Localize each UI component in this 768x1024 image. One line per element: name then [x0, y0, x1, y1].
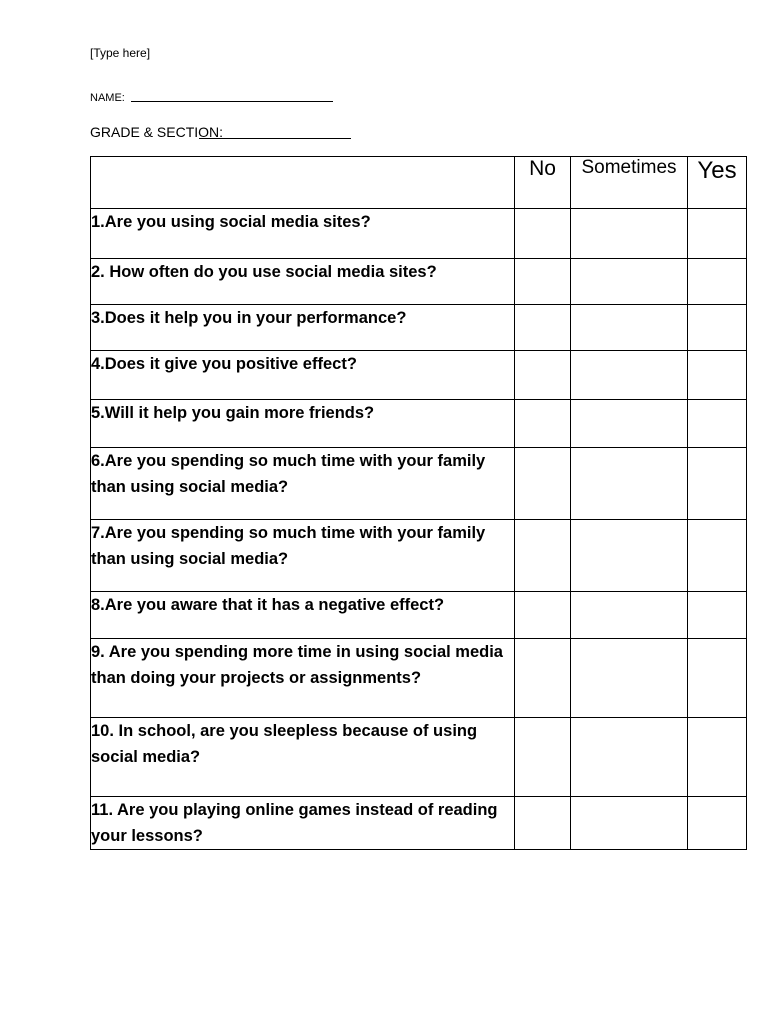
table-row	[91, 448, 747, 520]
no-column-header: No	[515, 157, 571, 209]
grade-section-field	[90, 124, 351, 140]
table-row	[91, 351, 747, 400]
answer-cell-sometimes	[571, 259, 688, 305]
answer-cell-yes	[688, 209, 747, 259]
answer-cell-yes	[688, 259, 747, 305]
answer-cell-sometimes	[571, 592, 688, 639]
question-header-cell	[91, 157, 515, 209]
answer-cell-no	[515, 797, 571, 850]
table-row	[91, 305, 747, 351]
answer-cell-yes	[688, 797, 747, 850]
question-text: 5.Will it help you gain more friends?	[91, 400, 515, 448]
header-placeholder: [Type here]	[90, 46, 151, 60]
grade-section-blank-line	[199, 138, 351, 139]
answer-cell-sometimes	[571, 305, 688, 351]
answer-cell-yes	[688, 592, 747, 639]
yes-column-header: Yes	[688, 157, 747, 209]
answer-cell-sometimes	[571, 520, 688, 592]
sometimes-column-header: Sometimes	[571, 157, 688, 209]
answer-cell-no	[515, 305, 571, 351]
table-row	[91, 259, 747, 305]
answer-cell-no	[515, 592, 571, 639]
answer-cell-yes	[688, 520, 747, 592]
table-row	[91, 400, 747, 448]
name-label: NAME:	[90, 92, 125, 104]
answer-cell-yes	[688, 305, 747, 351]
answer-cell-yes	[688, 448, 747, 520]
table-row	[91, 520, 747, 592]
answer-cell-sometimes	[571, 718, 688, 797]
question-text: 8.Are you aware that it has a negative effect?	[91, 592, 515, 639]
table-row	[91, 639, 747, 718]
question-text: 10. In school, are you sleepless because of using social media?	[91, 718, 515, 797]
answer-cell-yes	[688, 351, 747, 400]
table-row	[91, 718, 747, 797]
name-field	[90, 92, 333, 104]
question-text: 11. Are you playing online games instead of reading your lessons?	[91, 797, 515, 850]
grade-section-label: GRADE & SECTION:	[90, 124, 224, 140]
answer-cell-no	[515, 351, 571, 400]
answer-cell-yes	[688, 718, 747, 797]
answer-cell-sometimes	[571, 351, 688, 400]
question-text: 4.Does it give you positive effect?	[91, 351, 515, 400]
answer-cell-no	[515, 718, 571, 797]
table-row	[91, 797, 747, 850]
question-text: 9. Are you spending more time in using social media than doing your projects or assignments?	[91, 639, 515, 718]
answer-cell-no	[515, 448, 571, 520]
answer-cell-no	[515, 209, 571, 259]
name-blank-line	[131, 101, 333, 102]
survey-table	[90, 156, 747, 850]
answer-cell-no	[515, 259, 571, 305]
question-text: 6.Are you spending so much time with your family than using social media?	[91, 448, 515, 520]
answer-cell-sometimes	[571, 639, 688, 718]
answer-cell-no	[515, 400, 571, 448]
answer-cell-no	[515, 520, 571, 592]
question-text: 1.Are you using social media sites?	[91, 209, 515, 259]
answer-cell-sometimes	[571, 209, 688, 259]
question-text: 2. How often do you use social media sites?	[91, 259, 515, 305]
table-header-row	[91, 157, 747, 209]
question-text: 7.Are you spending so much time with your family than using social media?	[91, 520, 515, 592]
answer-cell-sometimes	[571, 400, 688, 448]
table-row	[91, 592, 747, 639]
answer-cell-yes	[688, 400, 747, 448]
question-text: 3.Does it help you in your performance?	[91, 305, 515, 351]
answer-cell-sometimes	[571, 448, 688, 520]
answer-cell-yes	[688, 639, 747, 718]
answer-cell-sometimes	[571, 797, 688, 850]
table-row	[91, 209, 747, 259]
answer-cell-no	[515, 639, 571, 718]
